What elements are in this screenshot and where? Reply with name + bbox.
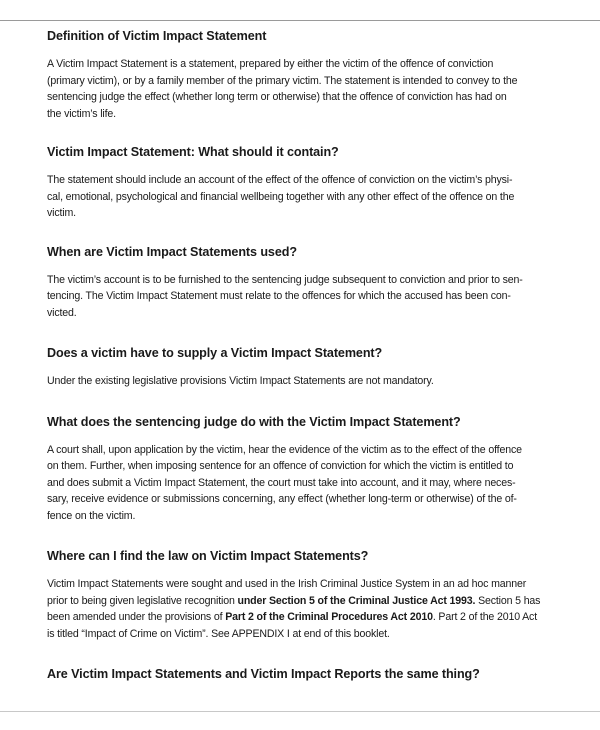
paragraph-line: The victim’s account is to be furnished to the sentencing judge subsequent to conviction and prior to sen- [47, 273, 523, 286]
section-contents [47, 142, 557, 222]
section-paragraph [47, 272, 557, 322]
paragraph-line: victim. [47, 207, 76, 219]
paragraph-line: and does submit a Victim Impact Statement, the court must take into account, and it may, where neces- [47, 476, 516, 489]
paragraph-line: A court shall, upon application by the victim, hear the evidence of the victim as to the effect of the offence [47, 443, 522, 456]
section-heading: Are Victim Impact Statements and Victim Impact Reports the same thing? [47, 667, 480, 681]
section-heading: Does a victim have to supply a Victim Impact Statement? [47, 346, 383, 360]
section-definition [47, 26, 557, 122]
section-heading: What does the sentencing judge do with the Victim Impact Statement? [47, 414, 461, 429]
section-paragraph [47, 172, 557, 222]
paragraph-line: Victim Impact Statements were sought and used in the Irish Criminal Justice System in an ad hoc manner [47, 578, 527, 590]
section-heading: When are Victim Impact Statements used? [47, 244, 297, 259]
paragraph-line: cal, emotional, psychological and financial wellbeing together with any other effect of the offence on the [47, 190, 515, 203]
paragraph-line: sary, receive evidence or submissions concerning, any effect (whether long-term or otherwise) of the of- [47, 493, 517, 505]
paragraph-line: the victim’s life. [47, 107, 116, 120]
section-when-used [47, 242, 557, 322]
paragraph-line: Under the existing legislative provisions Victim Impact Statements are not mandatory. [47, 375, 434, 387]
section-heading: Victim Impact Statement: What should it contain? [47, 145, 339, 159]
document-page [47, 26, 557, 694]
section-paragraph [47, 56, 557, 122]
section-mandatory [47, 343, 557, 390]
paragraph-line: is titled “Impact of Crime on Victim”. See APPENDIX I at end of this booklet. [47, 627, 390, 640]
paragraph-text: been amended under the provisions of [47, 611, 226, 623]
section-paragraph [47, 442, 557, 525]
top-divider [0, 20, 600, 21]
legislation-reference: Part 2 of the Criminal Procedures Act 2010 [225, 611, 433, 623]
section-heading: Where can I find the law on Victim Impact Statements? [47, 549, 369, 563]
paragraph-line: tencing. The Victim Impact Statement must relate to the offences for which the accused has been con- [47, 290, 511, 302]
paragraph-text: Section 5 has [475, 594, 541, 607]
paragraph-line: (primary victim), or by a family member of the primary victim. The statement is intended to convey to the [47, 74, 518, 87]
section-paragraph [47, 576, 557, 642]
paragraph-line: A Victim Impact Statement is a statement, prepared by either the victim of the offence of conviction [47, 58, 494, 70]
section-paragraph [47, 373, 557, 390]
paragraph-line: fence on the victim. [47, 509, 136, 522]
paragraph-line: victed. [47, 306, 77, 319]
paragraph-text: . Part 2 of the 2010 Act [432, 611, 538, 623]
bottom-divider [0, 711, 600, 712]
section-judge [47, 412, 557, 525]
paragraph-text: prior to being given legislative recognition [47, 594, 238, 607]
paragraph-line: The statement should include an account of the effect of the offence of conviction on the victim’s physi- [47, 174, 513, 186]
legislation-reference: under Section 5 of the Criminal Justice Act 1993. [237, 594, 476, 607]
section-reports [47, 664, 557, 684]
section-heading: Definition of Victim Impact Statement [47, 29, 267, 43]
section-law [47, 546, 557, 642]
paragraph-line: on them. Further, when imposing sentence for an offence of conviction for which the victim is entitled to [47, 460, 514, 472]
paragraph-line: sentencing judge the effect (whether long term or otherwise) that the offence of conviction has had on [47, 91, 507, 103]
